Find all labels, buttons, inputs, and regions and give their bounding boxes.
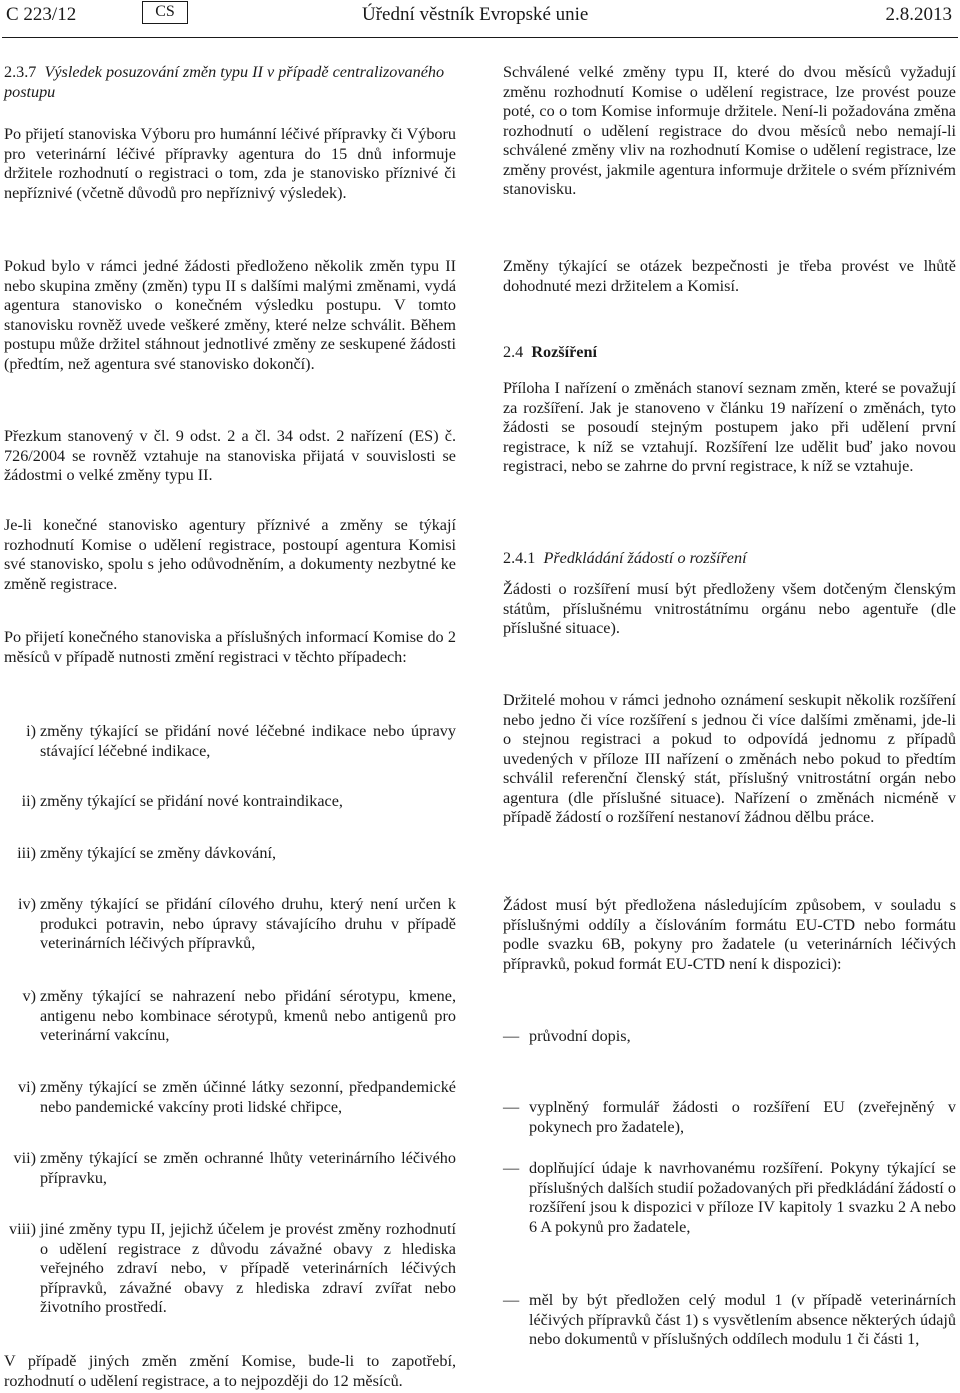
list-label: i) xyxy=(26,722,36,740)
list-label: ii) xyxy=(21,792,36,810)
list-text: změny týkající se změn ochranné lhůty veterinárního léčivého přípravku, xyxy=(40,1149,456,1187)
paragraph: V případě jiných změn změní Komise, bude-li to zapotřebí, rozhodnutí o udělení registrace, a to nejpozději do 12 měsíců. xyxy=(4,1352,456,1390)
section-title: Výsledek posuzování změn typu II v případě centralizovaného postupu xyxy=(4,63,445,101)
list-text: změny týkající se přidání cílového druhu, který není určen k produkci potravin, nebo úpravy stávajícího druhu v případě veterinárních léčivých přípravků, xyxy=(40,895,456,952)
header-rule xyxy=(2,37,958,38)
list-label: iv) xyxy=(18,895,36,913)
dash-mark: — xyxy=(503,1159,520,1177)
list-item xyxy=(4,844,456,864)
dash-text: měl by být předložen celý modul 1 (v případě veterinárních léčivých přípravků část 1) s vysvětlením absence některých údajů nebo dokumentů v příslušných oddílech modulu 1 či části 1, xyxy=(529,1291,956,1348)
publication-date: 2.8.2013 xyxy=(885,4,952,25)
subsection-number: 2.4.1 xyxy=(503,549,536,567)
language-box: CS xyxy=(142,1,188,24)
list-label: viii) xyxy=(9,1220,36,1238)
page-header xyxy=(6,1,954,35)
list-label: v) xyxy=(22,987,36,1005)
list-item xyxy=(4,792,456,812)
subsection-title: Předkládání žádostí o rozšíření xyxy=(543,549,747,567)
list-text: jiné změny typu II, jejichž účelem je provést změny rozhodnutí o udělení registrace z důvodu závažné obavy z hlediska veřejného zdraví nebo, v případě veterinárních léčivých přípravků, závažné obavy z hlediska zdraví zvířat nebo životního prostředí. xyxy=(40,1220,456,1316)
dash-mark: — xyxy=(503,1027,520,1045)
subsection-2-4-1-heading xyxy=(503,549,956,569)
dash-item xyxy=(503,1291,956,1350)
list-label: iii) xyxy=(17,844,36,862)
paragraph: Žádost musí být předložena následujícím způsobem, v souladu s příslušnými oddíly a číslováním formátu EU-CTD nebo formátu podle svazku 6B, pokyny pro žadatele (u veterinárních léčivých přípravků, pokud formát EU-CTD není k dispozici): xyxy=(503,896,956,973)
section-title: Rozšíření xyxy=(531,343,597,361)
list-label: vii) xyxy=(13,1149,36,1167)
list-item xyxy=(4,722,456,761)
paragraph: Držitelé mohou v rámci jednoho oznámení seskupit několik rozšíření nebo jedno či více rozšíření s jednou či více dalšími změnami, jde-li o stejnou registraci a pokud to odpovídá jednomu z případů uvedených v příloze III nařízení o změnách nebo pokud to předtím schválil referenční členský stát, příslušný vnitrostátní orgán nebo agentura (dle příslušné situace). Nařízení o změnách nicméně v případě žádostí o rozšíření nestanoví žádnou dělbu práce. xyxy=(503,691,956,826)
list-item xyxy=(4,1149,456,1188)
paragraph: Po přijetí konečného stanoviska a příslušných informací Komise do 2 měsíců v případě nutnosti změní registraci v těchto případech: xyxy=(4,628,456,666)
paragraph: Je-li konečné stanovisko agentury příznivé a změny se týkají rozhodnutí Komise o udělení registrace, postoupí agentura Komisi své stanovisko, spolu s jeho odůvodněním, a dokumenty nezbytné ke změně registrace. xyxy=(4,516,456,593)
section-number: 2.4 xyxy=(503,343,524,361)
paragraph: Příloha I nařízení o změnách stanoví seznam změn, které se považují za rozšíření. Jak je stanoveno v článku 19 nařízení o změnách, tyto žádosti se posoudí stejným postupem jako při udělení první registrace, k níž se vztahují. Rozšíření lze udělit buď jako novou registraci, nebo se zahrne do první registrace, k níž se vztahuje. xyxy=(503,379,956,475)
section-2-4-heading xyxy=(503,343,956,363)
dash-text: vyplněný formulář žádosti o rozšíření EU (zveřejněný v pokynech pro žadatele), xyxy=(529,1098,956,1136)
section-2-3-7-heading xyxy=(4,63,456,102)
dash-mark: — xyxy=(503,1291,520,1309)
dash-text: doplňující údaje k navrhovanému rozšíření. Pokyny týkající se příslušných dalších studií požadovaných při předkládání žádostí o rozšíření jsou k dispozici v příloze IV kapitoly 1 svazku 2 A nebo 6 A pokynů pro žadatele, xyxy=(529,1159,956,1236)
paragraph: Po přijetí stanoviska Výboru pro humánní léčivé přípravky či Výboru pro veterinární léčivé přípravky agentura do 15 dnů informuje držitele rozhodnutí o registraci o tom, zda je stanovisko příznivé či nepříznivé (včetně důvodů pro nepříznivý výsledek). xyxy=(4,125,456,202)
paragraph: Schválené velké změny typu II, které do dvou měsíců vyžadují změnu rozhodnutí Komise o udělení registrace, lze provést pouze poté, co o tom Komise informuje držitele. Není-li požadována změna rozhodnutí o udělení registrace do dvou měsíců nebo nemají-li schválené změny vliv na rozhodnutí Komise o udělení registrace, lze změny provést, jakmile agentura informuje držitele o svém příznivém stanovisku. xyxy=(503,63,956,198)
list-item xyxy=(4,987,456,1046)
list-label: vi) xyxy=(18,1078,36,1096)
list-item xyxy=(4,1220,456,1318)
list-text: změny týkající se přidání nové léčebné indikace nebo úpravy stávající léčebné indikace, xyxy=(40,722,456,760)
paragraph: Pokud bylo v rámci jedné žádosti předloženo několik změn typu II nebo skupina změny (změn) typu II s dalšími malými změnami, vydá agentura stanovisko o konečném výsledku postupu. V tomto stanovisku rovněž uvede veškeré změny, které nelze schválit. Během postupu může držitel stáhnout jednotlivé změny ze seskupené žádosti (předtím, než agentura své stanovisko dokončí). xyxy=(4,257,456,373)
list-text: změny týkající se změny dávkování, xyxy=(40,844,276,862)
paragraph: Změny týkající se otázek bezpečnosti je třeba provést ve lhůtě dohodnuté mezi držitelem a Komisí. xyxy=(503,257,956,295)
dash-item xyxy=(503,1098,956,1137)
paragraph: Přezkum stanovený v čl. 9 odst. 2 a čl. 34 odst. 2 nařízení (ES) č. 726/2004 se rovněž vztahuje na stanoviska přijatá v souvislosti se žádostmi o velké změny typu II. xyxy=(4,427,456,484)
paragraph: Žádosti o rozšíření musí být předloženy všem dotčeným členským státům, příslušnému vnitrostátnímu orgánu nebo agentuře (dle příslušné situace). xyxy=(503,580,956,637)
page-reference: C 223/12 xyxy=(6,4,77,25)
list-item xyxy=(4,1078,456,1117)
list-text: změny týkající se nahrazení nebo přidání sérotypu, kmene, antigenu nebo kombinace sérotypů, kmenů nebo antigenů pro veterinární vakcínu, xyxy=(40,987,456,1044)
dash-mark: — xyxy=(503,1098,520,1116)
section-number: 2.3.7 xyxy=(4,63,37,81)
list-text: změny týkající se změn účinné látky sezonní, předpandemické nebo pandemické vakcíny proti lidské chřipce, xyxy=(40,1078,456,1116)
journal-title: Úřední věstník Evropské unie xyxy=(362,4,589,25)
dash-text: průvodní dopis, xyxy=(529,1027,631,1045)
list-text: změny týkající se přidání nové kontraindikace, xyxy=(40,792,343,810)
dash-item xyxy=(503,1159,956,1237)
list-item xyxy=(4,895,456,954)
dash-item xyxy=(503,1027,956,1047)
